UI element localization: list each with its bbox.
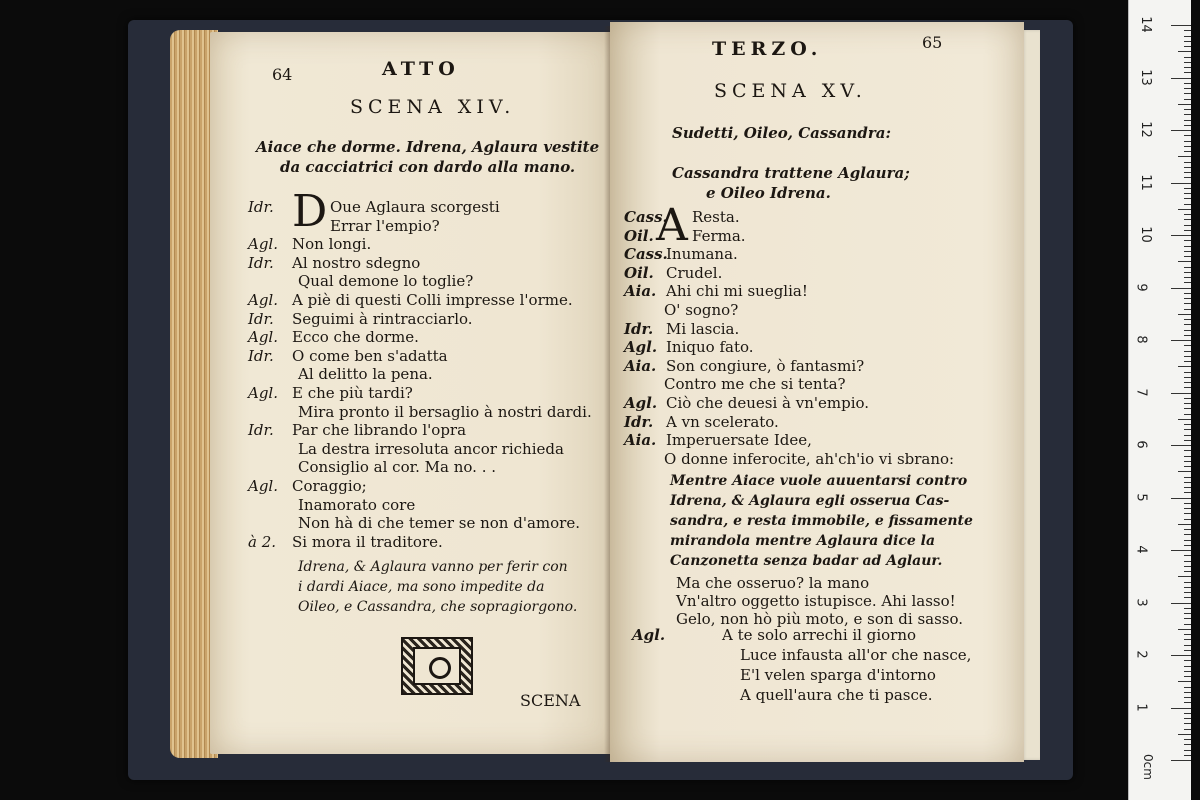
ruler-tick [1184,676,1191,677]
speaker-tag: Agl. [624,338,658,357]
ruler-tick [1171,760,1191,761]
ruler-tick [1184,162,1191,163]
ruler-tick [1184,93,1191,94]
ruler-tick [1184,298,1191,299]
ruler-tick [1184,167,1191,168]
ruler-tick [1184,660,1191,661]
ruler-tick [1184,240,1191,241]
ruler-tick [1184,503,1191,504]
ruler-tick [1178,629,1191,630]
dialogue-text: Al delitto la pena. [298,365,433,384]
ruler-tick [1184,372,1191,373]
ruler-tick [1184,529,1191,530]
ruler-tick [1184,624,1191,625]
ruler-tick [1184,597,1191,598]
ruler-tick [1184,135,1191,136]
ruler-number: 1 [1133,702,1149,712]
ruler-tick [1184,141,1191,142]
stage-direction-line: Mentre Aiace vuole auuentarsi contro [670,473,968,489]
dialogue-text: E che più tardi? [292,384,413,402]
ruler-tick [1184,723,1191,724]
ruler-tick [1178,419,1191,420]
ruler-number: 6 [1133,440,1149,449]
ruler-tick [1184,534,1191,535]
dialogue-text: Consiglio al cor. Ma no. . . [298,458,496,477]
ruler-tick [1184,193,1191,194]
ruler-number: 9 [1133,282,1149,292]
ruler-tick [1184,30,1191,31]
left-stage-direction-1: Aiace che dorme. Idrena, Aglaura vestite [256,138,600,156]
left-scene-title: SCENA XIV. [350,96,516,118]
ruler-tick [1184,146,1191,147]
ruler-tick [1184,72,1191,73]
left-closing-direction-2: i dardi Aiace, ma sono impedite da [298,579,545,595]
ruler-tick [1184,46,1191,47]
ruler-tick [1184,330,1191,331]
ruler-number: 7 [1133,387,1149,397]
ruler-number: 3 [1133,597,1149,607]
ruler-tick [1184,272,1191,273]
ruler-tick [1184,645,1191,646]
ruler-tick [1184,666,1191,667]
song-line: Luce infausta all'or che nasce, [740,646,972,664]
ruler-tick [1184,487,1191,488]
dialogue-text: Crudel. [666,263,723,282]
ruler-tick [1184,83,1191,84]
ruler-tick [1171,183,1191,184]
ruler-tick [1184,293,1191,294]
ruler-tick [1184,729,1191,730]
ruler-tick [1171,498,1191,499]
dialogue-text: Inumana. [666,245,738,264]
dialogue-text: A vn scelerato. [666,412,779,431]
dialogue-text: A piè di questi Colli impresse l'orme. [292,291,573,309]
ruler-tick [1184,387,1191,388]
dialogue-text: Contro me che si tenta? [664,375,846,394]
left-closing-direction-3: Oileo, e Cassandra, che sopragiorgono. [298,599,578,615]
right-characters: Sudetti, Oileo, Cassandra: [672,124,892,142]
speaker-tag: Agl. [248,291,278,309]
dialogue-text: Ma che osseruo? la mano [676,574,870,592]
right-stage-direction-2: e Oileo Idrena. [706,184,831,202]
ruler-tick [1184,561,1191,562]
ruler-tick [1184,120,1191,121]
song-line: E'l velen sparga d'intorno [740,666,936,684]
ruler-tick [1171,393,1191,394]
dialogue-text: Mi lascia. [666,319,740,338]
speaker-tag: Agl. [248,384,278,402]
ruler-tick [1184,713,1191,714]
ruler-tick [1184,424,1191,425]
ruler-tick [1184,114,1191,115]
ruler-tick [1184,650,1191,651]
ruler-tick [1184,99,1191,100]
speaker-tag: à 2. [248,532,277,551]
ruler-tick [1184,755,1191,756]
ruler-tick [1184,477,1191,478]
dialogue-text: Si mora il traditore. [292,532,443,551]
ruler-tick [1184,324,1191,325]
ruler-number: 10 [1137,226,1153,243]
ruler-tick [1184,214,1191,215]
left-stage-direction-2: da cacciatrici con dardo alla mano. [280,158,576,176]
ruler-tick [1184,702,1191,703]
ruler-tick [1184,456,1191,457]
ruler-tick [1171,603,1191,604]
ruler-tick [1184,198,1191,199]
ruler-tick [1184,88,1191,89]
ruler-tick [1184,697,1191,698]
speaker-tag: Agl. [624,394,658,412]
ruler-tick [1178,734,1191,735]
dialogue-text: Non hà di che temer se non d'amore. [298,514,580,533]
ruler-tick [1184,744,1191,745]
dialogue-text: Oue Aglaura scorgesti [330,198,500,216]
ruler-tick [1184,687,1191,688]
ruler-tick [1184,587,1191,588]
speaker-tag: Aia. [624,356,657,375]
dialogue-text: Qual demone lo toglie? [298,272,474,291]
ruler-tick [1184,466,1191,467]
ruler-tick [1184,571,1191,572]
ruler-tick [1184,36,1191,37]
right-page [610,22,1024,762]
ruler-number: 4 [1133,545,1149,554]
ruler-tick [1184,592,1191,593]
ruler-number: 14 [1137,16,1153,33]
ruler-tick [1178,524,1191,525]
ruler-tick [1178,209,1191,210]
ruler-tick [1171,25,1191,26]
dialogue-text: Errar l'empio? [330,216,440,235]
speaker-tag: Idr. [624,412,654,431]
ruler-tick [1184,429,1191,430]
ruler-tick [1184,335,1191,336]
ruler-tick [1184,230,1191,231]
speaker-tag: Idr. [248,198,274,216]
ruler-tick [1178,366,1191,367]
ruler-tick [1184,440,1191,441]
ruler-tick [1184,750,1191,751]
ruler-tick [1184,319,1191,320]
dialogue-text: Iniquo fato. [666,338,754,357]
left-running-head: ATTO [382,58,460,80]
speaker-tag: Agl. [248,477,278,495]
speaker-tag: Agl. [248,235,278,254]
ruler-tick [1184,718,1191,719]
speaker-tag: Idr. [248,346,274,365]
right-stage-direction-1: Cassandra trattene Aglaura; [672,164,910,182]
dialogue-text: Inamorato core [298,495,416,514]
ruler-tick [1184,361,1191,362]
ruler-tick [1184,482,1191,483]
ruler-tick [1184,356,1191,357]
dialogue-text: Ferma. [692,226,746,245]
song-speaker: Agl. [632,626,666,644]
ruler-tick [1184,67,1191,68]
song-line: A quell'aura che ti pasce. [740,686,933,704]
dialogue-text: Seguimi à rintracciarlo. [292,309,473,328]
right-scene-title: SCENA XV. [714,80,867,102]
stage-direction-line: Canzonetta senza badar ad Aglaur. [670,553,943,569]
ruler-tick [1184,246,1191,247]
left-drop-initial: D [292,186,328,237]
ruler-tick [1184,414,1191,415]
ruler-tick [1184,125,1191,126]
ruler-tick [1184,41,1191,42]
ruler-number: 13 [1137,68,1153,86]
dialogue-text: O donne inferocite, ah'ch'io vi sbrano: [664,449,955,468]
ruler-tick [1184,403,1191,404]
ruler-tick [1184,639,1191,640]
ruler-tick [1184,172,1191,173]
ruler-tick [1184,566,1191,567]
ruler-tick [1171,550,1191,551]
ruler-tick [1184,177,1191,178]
catchword: SCENA [520,691,581,710]
dialogue-text: Non longi. [292,235,372,254]
measuring-ruler [1128,0,1191,800]
ruler-tick [1178,681,1191,682]
ruler-tick [1184,256,1191,257]
ruler-tick [1184,408,1191,409]
ruler-tick [1178,576,1191,577]
dialogue-text: Mira pronto il bersaglio à nostri dardi. [298,402,592,421]
ruler-tick [1178,51,1191,52]
speaker-tag: Idr. [248,309,274,328]
ruler-tick [1171,130,1191,131]
ruler-unit: 0cm [1140,754,1155,780]
ruler-tick [1184,382,1191,383]
ruler-tick [1184,345,1191,346]
dialogue-text: Par che librando l'opra [292,421,467,440]
ruler-tick [1171,655,1191,656]
stage-direction-line: sandra, e resta immobile, e fissamente [670,513,973,529]
right-page-number: 65 [922,33,943,52]
ruler-tick [1184,545,1191,546]
stage-direction-line: Idrena, & Aglaura egli osserua Cas- [670,493,950,509]
ruler-tick [1184,251,1191,252]
ruler-tick [1178,314,1191,315]
ruler-tick [1184,277,1191,278]
dialogue-text: O come ben s'adatta [292,346,448,365]
ruler-tick [1184,219,1191,220]
speaker-tag: Oil. [624,263,654,282]
speaker-tag: Oil. [624,226,654,245]
ruler-tick [1178,261,1191,262]
dialogue-text: Son congiure, ò fantasmi? [666,356,865,375]
song-line: A te solo arrechi il giorno [722,626,917,644]
ruler-tick [1184,435,1191,436]
ruler-tick [1184,618,1191,619]
ruler-tick [1171,235,1191,236]
ruler-tick [1184,282,1191,283]
ruler-tick [1184,204,1191,205]
speaker-tag: Cass. [624,208,668,226]
speaker-tag: Aia. [624,431,657,450]
ruler-tick [1184,109,1191,110]
ruler-tick [1184,377,1191,378]
ruler-tick [1178,156,1191,157]
ruler-number: 8 [1133,335,1149,344]
stage-direction-line: mirandola mentre Aglaura dice la [670,533,936,549]
ruler-tick [1184,461,1191,462]
printer-ornament [401,637,473,695]
ruler-tick [1184,492,1191,493]
ruler-number: 11 [1137,173,1153,191]
ruler-tick [1184,519,1191,520]
ruler-tick [1184,513,1191,514]
ruler-tick [1184,225,1191,226]
dialogue-text: Al nostro sdegno [292,253,421,272]
ruler-tick [1184,188,1191,189]
speaker-tag: Idr. [624,319,654,338]
ruler-tick [1184,692,1191,693]
speaker-tag: Aia. [624,282,657,301]
speaker-tag: Cass. [624,245,668,264]
ruler-tick [1171,445,1191,446]
ruler-tick [1184,555,1191,556]
ruler-tick [1184,398,1191,399]
ruler-tick [1171,288,1191,289]
dialogue-text: Ecco che dorme. [292,328,419,347]
left-page-number: 64 [272,65,293,84]
ruler-tick [1171,78,1191,79]
ruler-tick [1184,267,1191,268]
ruler-tick [1171,708,1191,709]
right-drop-initial: A [656,200,688,251]
ruler-tick [1184,62,1191,63]
dialogue-text: Vn'altro oggetto istupisce. Ahi lasso! [676,592,956,610]
dialogue-text: Gelo, non hò più moto, e son di sasso. [676,610,964,628]
ruler-tick [1184,303,1191,304]
ruler-tick [1184,582,1191,583]
ruler-tick [1178,104,1191,105]
ruler-number: 5 [1133,492,1149,502]
left-closing-direction-1: Idrena, & Aglaura vanno per ferir con [298,559,568,575]
ruler-tick [1184,739,1191,740]
ruler-tick [1184,450,1191,451]
dialogue-text: O' sogno? [664,301,739,319]
ruler-tick [1184,57,1191,58]
right-page-edge [1022,30,1040,760]
ruler-tick [1184,613,1191,614]
dialogue-text: Imperuersate Idee, [666,431,812,450]
ruler-tick [1184,608,1191,609]
ruler-tick [1184,508,1191,509]
dialogue-text: Coraggio; [292,477,367,495]
speaker-tag: Idr. [248,253,274,272]
ruler-tick [1184,309,1191,310]
ruler-tick [1184,671,1191,672]
ruler-tick [1184,540,1191,541]
ruler-tick [1184,351,1191,352]
speaker-tag: Idr. [248,421,274,440]
ruler-tick [1184,634,1191,635]
speaker-tag: Agl. [248,328,278,347]
dialogue-text: Resta. [692,208,740,226]
ruler-tick [1171,340,1191,341]
ruler-number: 2 [1133,650,1149,659]
dialogue-text: Ciò che deuesi à vn'empio. [666,394,870,412]
ruler-tick [1178,471,1191,472]
right-running-head: TERZO. [712,38,823,60]
ruler-number: 12 [1137,121,1153,138]
ruler-tick [1184,151,1191,152]
dialogue-text: Ahi chi mi sueglia! [666,282,808,301]
dialogue-text: La destra irresoluta ancor richieda [298,439,564,458]
